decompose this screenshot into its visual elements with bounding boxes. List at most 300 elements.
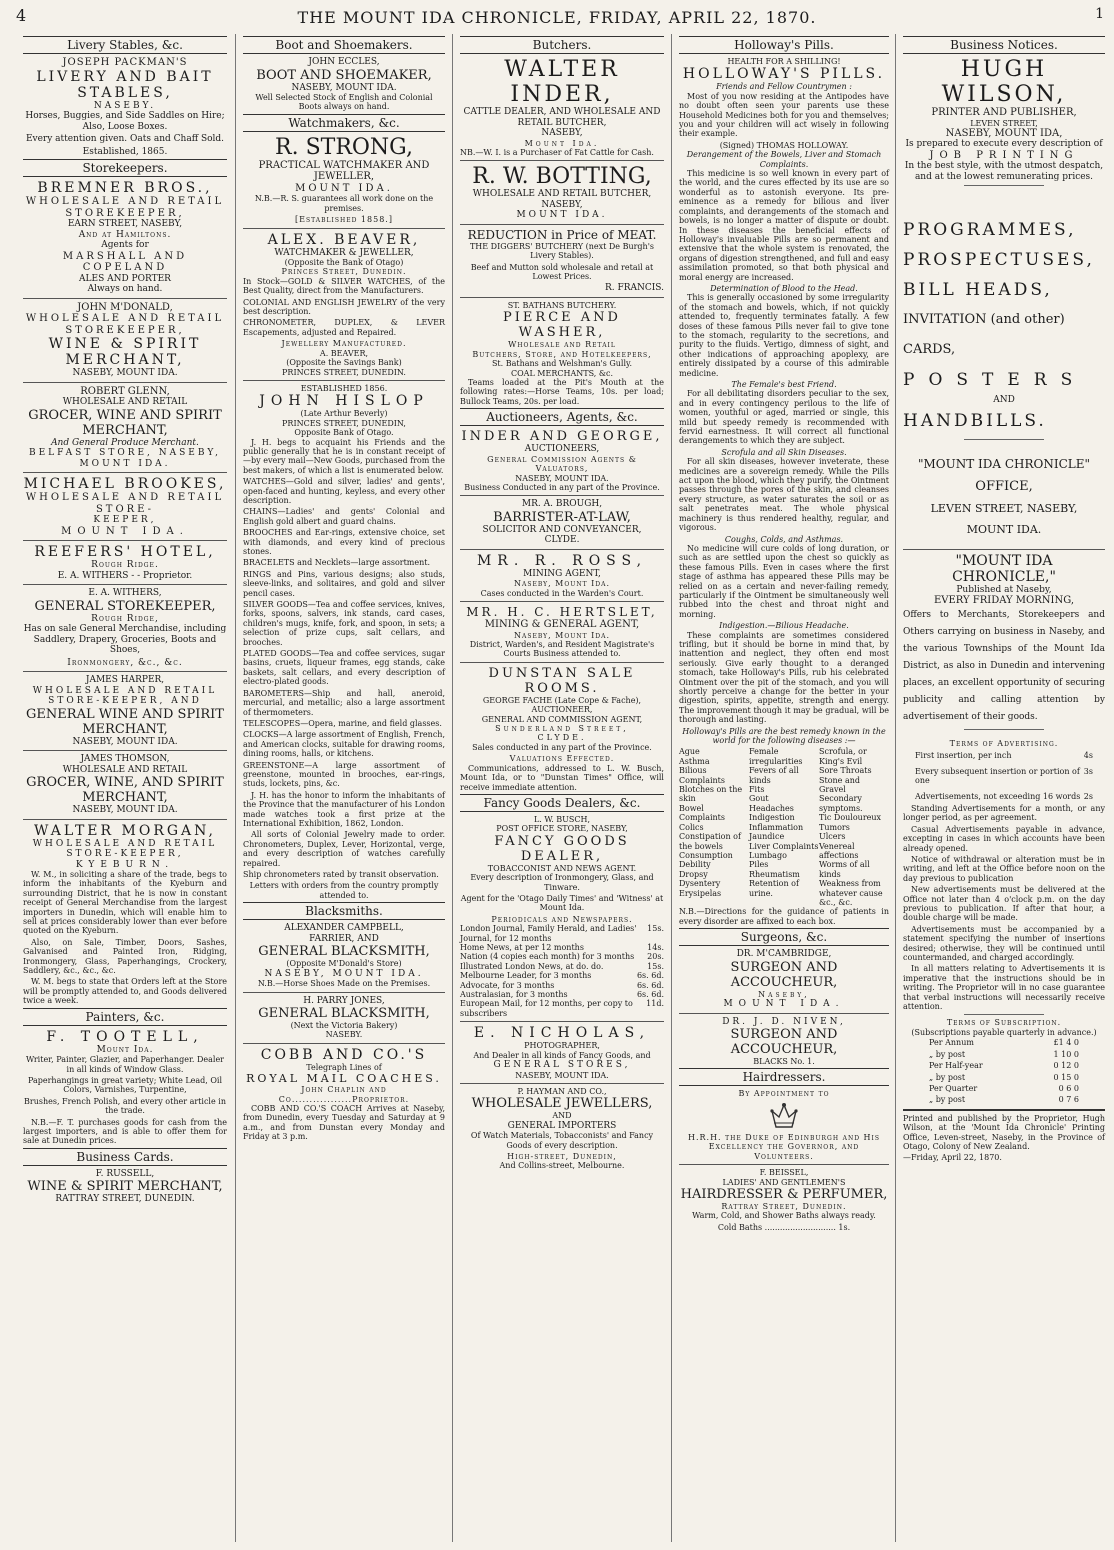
price-row: [460, 990, 664, 999]
ad-trade: WHOLESALE AND RETAIL BUTCHER,: [472, 189, 652, 200]
price-item: Melbourne Leader, for 3 months: [460, 971, 592, 981]
ad-body: For all skin diseases, however inveterate, these medicines are a sovereign remedy. While the Pills act upon the blood, which they purify, the Ointment passes through the pores of the skin, and cleanses every structure, as water saturates the soil or as salt penetrates meat. The whole physical machinery is thus rendered healthy, regular, and vigorous.: [679, 457, 889, 533]
ad-body: H.R.H. the Duke of Edinburgh and His Excellency the Governor, and Volunteers.: [687, 1132, 881, 1161]
ad-body: Telegraph Lines of: [306, 1062, 382, 1072]
rate-value: 1 10 0: [1053, 1049, 1079, 1059]
divider: [23, 584, 227, 585]
price-item: Illustrated London News, at do. do.: [460, 961, 604, 971]
rate-value: 0 6 0: [1058, 1083, 1079, 1093]
section-header: Surgeons, &c.: [679, 928, 889, 946]
price-row: [460, 981, 664, 990]
ad-body: N.B.—F. T. purchases goods for cash from the largest importers, and is able to offer them for sale at Dunedin prices.: [23, 1117, 227, 1146]
ad-town: NASEBY, MOUNT IDA.: [515, 473, 609, 483]
column-divider: [895, 34, 896, 1542]
advertiser-name: JAMES HARPER,: [85, 675, 165, 685]
ad-body: Writer, Painter, Glazier, and Paperhanger. Dealer in all kinds of Window Glass.: [25, 1055, 225, 1074]
list-item: Secondary symptoms.: [819, 794, 863, 813]
rate-item: Advertisements, not exceeding 16 words: [915, 791, 1081, 801]
hislop-item-list: [243, 477, 445, 789]
ad-body: Sales conducted in any part of the Province.: [472, 742, 652, 752]
advertiser-name: R. STRONG,: [275, 134, 413, 160]
job-item: HANDBILLS.: [903, 410, 1047, 431]
ad-street: And Collins-street, Melbourne.: [499, 1161, 625, 1171]
ad-body: ST. BATHANS BUTCHERY.: [507, 300, 617, 310]
ad-body: N.B.—Horse Shoes Made on the Premises.: [257, 979, 431, 989]
ad-street: PRINCES STREET, DUNEDIN.: [282, 367, 406, 377]
ad-trade: WHOLESALE AND RETAIL: [62, 764, 188, 775]
job-item: PROGRAMMES,: [903, 220, 1077, 241]
ad-place: St. Bathans and Welshman's Gully.: [491, 359, 633, 369]
ad-body: CHRONOMETER, DUPLEX, & LEVER Escapements, adjusted and Repaired.: [243, 318, 445, 337]
ad-body: Always on hand.: [87, 284, 163, 294]
ad-trade: WHOLESALE AND RETAIL: [62, 397, 188, 407]
ad-signature: (Signed) THOMAS HOLLOWAY.: [719, 140, 849, 150]
ad-trade: MINING & GENERAL AGENT,: [484, 619, 640, 631]
ad-trade: PRACTICAL WATCHMAKER AND JEWELLER,: [258, 159, 430, 183]
column-divider: [235, 34, 236, 1542]
ad-trade: FARRIER, AND: [309, 933, 379, 944]
rate-row: [903, 764, 1105, 789]
ad-subhead: Coughs, Colds, and Asthmas.: [724, 534, 844, 544]
ad-trade: GENERAL IMPORTERS: [507, 1120, 617, 1131]
column-1: [18, 34, 232, 1542]
ad-place: Rough Ridge,: [91, 613, 159, 624]
ad-town: NASEBY.: [325, 1030, 363, 1040]
list-item: Indigestion: [749, 813, 795, 823]
divider: [964, 185, 1045, 186]
ad-trade: Wholesale and Retail: [508, 340, 616, 350]
rate-item: Per Quarter: [929, 1083, 978, 1093]
ad-body: Periodicals and Newspapers.: [491, 914, 633, 924]
list-item: SILVER GOODS—Tea and coffee services, knives, forks, spoons, salvers, ink stands, card cases, children's mugs, knife, fork, and spoon, in sets; a selection of prize cups, salt cellars, and brooches.: [243, 600, 445, 647]
divider: [679, 1013, 889, 1014]
ad-body: (Late Arthur Beverly): [300, 409, 388, 419]
ad-trade: LADIES' AND GENTLEMEN'S: [722, 1177, 846, 1187]
ad-body: (Subscriptions payable quarterly in advance.): [911, 1027, 1097, 1037]
divider: [23, 671, 227, 672]
rate-item: Every subsequent insertion or portion of one: [915, 766, 1080, 786]
advertising-rates: [903, 748, 1105, 804]
section-header: Butchers.: [460, 36, 664, 54]
ad-body: All sorts of Colonial Jewelry made to order. Chronometers, Duplex, Lever, Horizontal, verge, and every description of watches carefully repaired.: [243, 830, 445, 868]
ad-body: Cold Baths ............................ 1s.: [717, 1222, 851, 1232]
ad-body: Paperhangings in great variety; White Lead, Oil Colors, Varnishes, Turpentine,: [27, 1076, 223, 1095]
ad-trade: TOBACCONIST AND NEWS AGENT.: [487, 863, 637, 873]
ad-body: Warm, Cold, and Shower Baths always ready.: [692, 1211, 876, 1221]
ad-title: LIVERY AND BAIT STABLES,: [36, 68, 214, 101]
list-item: Female irregularities: [749, 747, 803, 766]
list-item: Dysentery: [679, 879, 721, 889]
divider: [460, 1021, 664, 1022]
ad-trade: KEEPER,: [93, 515, 157, 525]
section-header: Fancy Goods Dealers, &c.: [460, 794, 664, 812]
ad-body: Established, 1865.: [82, 146, 168, 157]
ad-subhead: Friends and Fellow Countrymen :: [716, 82, 852, 92]
price-row: [460, 952, 664, 961]
ad-street: High-street, Dunedin,: [507, 1152, 617, 1162]
list-item: Gout: [749, 794, 769, 804]
list-item: Fits: [749, 785, 765, 795]
ad-body: Well Selected Stock of English and Colonial Boots always on hand.: [255, 93, 433, 112]
rate-row: [903, 1094, 1105, 1105]
ad-body: And at Hamiltons.: [78, 229, 172, 240]
ad-agency: MARSHALL AND COPELAND: [62, 250, 188, 273]
advertiser-name: JOSEPH PACKMAN'S: [62, 57, 188, 68]
ad-body: (Opposite M'Donald's Store): [286, 959, 402, 969]
column-divider: [452, 34, 453, 1542]
ad-body: By Appointment to: [738, 1089, 830, 1099]
divider: [460, 1083, 664, 1084]
advertiser-name: DR. M'CAMBRIDGE,: [736, 949, 832, 960]
section-header: Holloway's Pills.: [679, 36, 889, 54]
list-item: Headaches: [749, 803, 794, 813]
advertiser-name: R. W. BOTTING,: [472, 164, 652, 190]
advertiser-name: P. HAYMAN AND CO.,: [517, 1086, 607, 1096]
ad-body: Most of you now residing at the Antipodes have no doubt often seen your parents use these Household Medicines both for you and themselves; you and your children will act wisely in following their example.: [679, 91, 889, 139]
ad-subhead: Scrofula and all Skin Diseases.: [721, 447, 847, 457]
advertiser-name: JOHN M'DONALD,: [77, 301, 173, 313]
advertiser-name: H. PARRY JONES,: [303, 995, 385, 1006]
divider: [679, 1164, 889, 1165]
disease-table: [679, 747, 889, 907]
rate-row: [903, 748, 1105, 763]
ad-title: OFFICE,: [975, 478, 1033, 494]
list-item: Lumbago: [749, 850, 787, 860]
price-row: [460, 962, 664, 971]
section-header: Auctioneers, Agents, &c.: [460, 408, 664, 426]
ad-proprietor: John Chaplin and Co.................Proprietor.: [278, 1085, 410, 1104]
divider: [243, 1043, 445, 1044]
ad-trade: Butchers, Store, and Hotelkeepers,: [472, 349, 652, 359]
spacer: [903, 515, 1105, 523]
rate-item: „ by post: [929, 1072, 966, 1082]
divider: [23, 750, 227, 751]
divider: [23, 382, 227, 383]
list-item: BROOCHES and Ear-rings, extensive choice, set with diamonds, and every kind of precious stones.: [243, 528, 445, 556]
disease-column: [819, 747, 889, 907]
job-item: INVITATION (and other) CARDS,: [903, 312, 1065, 358]
ad-title: HOLLOWAY'S PILLS.: [682, 66, 886, 83]
divider: [460, 601, 664, 602]
section-header: Storekeepers.: [23, 159, 227, 177]
section-header: Painters, &c.: [23, 1008, 227, 1026]
ad-body: These complaints are sometimes considered trifling, but it should be borne in mind that, by inattention and neglect, they often end most seriously. Give early thought to a deranged stomach, take Holloway's Pills, rub his celebrated Ointment over the pit of the stomach, and you will shortly perceive a change for the better in your digestion, spirits, appetite, strength and energy. The improvement though it may be gradual, will be thorough and lasting.: [679, 630, 889, 725]
ad-place: MOUNT IDA.: [723, 999, 845, 1010]
ad-street: Princes Street, Dunedin.: [281, 267, 407, 277]
list-item: BRACELETS and Necklets—large assortment.: [243, 558, 431, 568]
ad-trade: GENERAL AND COMMISSION AGENT,: [481, 714, 643, 724]
ad-title: "MOUNT IDA CHRONICLE": [917, 456, 1091, 471]
ad-place: BLACKS No. 1.: [753, 1057, 815, 1067]
divider: [460, 160, 664, 161]
ad-street: EARN STREET, NASEBY,: [67, 219, 183, 229]
ad-body: Valuations Effected.: [509, 754, 615, 764]
advertiser-name: MR. H. C. HERTSLET,: [466, 605, 658, 620]
ad-body: Cases conducted in the Warden's Court.: [480, 588, 644, 598]
ad-title: WINE & SPIRIT MERCHANT,: [48, 336, 202, 368]
ad-body: (Next the Victoria Bakery): [290, 1021, 398, 1031]
ad-body: COBB AND CO.'S COACH Arrives at Naseby, from Dunedin, every Tuesday and Saturday at 9 a.m., and from Dunstan every Monday and Friday at 3 p.m.: [243, 1104, 445, 1142]
advertiser-name: INDER AND GEORGE,: [461, 429, 663, 445]
spacer: [903, 471, 1105, 479]
advertiser-name: L. W. BUSCH,: [533, 814, 591, 824]
divider: [23, 819, 227, 820]
advertiser-name: JOHN ECCLES,: [308, 57, 380, 67]
ad-body: Has on sale General Merchandise, including Saddlery, Drapery, Groceries, Boots and Shoes,: [23, 624, 227, 655]
ad-body: J. H. has the honor to inform the inhabitants of the Province that the manufacturer of his London made watches took a first prize at the International Exhibition, 1862, London.: [243, 790, 445, 828]
section-header: Business Notices.: [903, 36, 1105, 54]
ad-trade: MINING AGENT,: [523, 568, 601, 579]
list-item: RINGS and Pins, various designs; also studs, sleeve-links, and solitaires, and gold and silver pencil cases.: [243, 569, 445, 598]
ad-body: In the best style, with the utmost despatch, and at the lowest remunerating prices.: [904, 161, 1104, 182]
ad-subhead: Indigestion.—Bilious Headache.: [719, 621, 849, 631]
ad-street: BELFAST STORE, NASEBY, MOUNT IDA.: [29, 448, 221, 469]
advertiser-name: MICHAEL BROOKES,: [23, 476, 227, 492]
rate-row: [903, 1083, 1105, 1094]
royal-arms-icon: [762, 1101, 806, 1131]
rate-value: 4s: [1083, 751, 1093, 761]
ad-trade: WHOLESALE AND RETAIL STOREKEEPER,: [25, 196, 225, 219]
advertiser-name: BREMNER BROS.,: [37, 180, 213, 196]
ad-street: LEVEN STREET, NASEBY,: [930, 501, 1078, 515]
ad-town: NASEBY.: [93, 100, 157, 111]
advertiser-name: F. BEISSEL,: [759, 1168, 809, 1178]
page-title: THE MOUNT IDA CHRONICLE, FRIDAY, APRIL 22, 1870.: [297, 8, 817, 27]
list-item: Asthma: [679, 756, 710, 766]
advertiser-name: JOHN HISLOP: [259, 393, 429, 410]
rate-value: 2s: [1083, 791, 1093, 801]
ad-place: CLYDE.: [537, 733, 587, 743]
ad-body: No medicine will cure colds of long duration, or such as are settled upon the chest so quickly as these famous Pills. Even in cases where the first stage of asthma has appeared these Pills may be relied on as a certain and never-failing remedy, particularly if the Ointment be simultaneously well rubbed into the chest and throat night and morning.: [679, 543, 889, 619]
ad-body: ALES AND PORTER: [79, 273, 171, 284]
list-item: CLOCKS—A large assortment of English, French, and American clocks, suitable for drawing rooms, dining rooms, halls, or kitchens.: [243, 730, 445, 759]
ad-subhead: Determination of Blood to the Head.: [710, 283, 858, 293]
advertiser-name: F. TOOTELL,: [46, 1028, 204, 1045]
spacer: [903, 536, 1105, 546]
ad-body: Published at Naseby,: [956, 584, 1052, 595]
advertiser-name: REEFERS' HOTEL,: [34, 544, 216, 560]
ad-town: Naseby,: [758, 989, 810, 999]
ad-town: NASEBY, MOUNT IDA.: [72, 368, 178, 378]
ad-town: NASEBY, MOUNT IDA.: [515, 1070, 609, 1080]
price-value: 6s. 6d.: [636, 980, 664, 990]
list-item: Tumors: [819, 822, 850, 832]
ad-signature: A. BEAVER,: [319, 348, 369, 358]
ad-body: AND: [993, 395, 1015, 406]
ad-body: (Opposite the Savings Bank): [286, 358, 402, 368]
spacer: [903, 189, 1105, 215]
section-header: Blacksmiths.: [243, 902, 445, 920]
rate-item: „ by post: [929, 1095, 966, 1105]
ad-place: MOUNT IDA.: [966, 522, 1042, 536]
ad-body: Ironmongery, &c., &c.: [67, 657, 183, 668]
rate-item: First insertion, per inch: [915, 751, 1012, 761]
price-item: Nation (4 copies each month) for 3 months: [460, 952, 635, 962]
price-list: [460, 924, 664, 1018]
ad-body: Notice of withdrawal or alteration must be in writing, and left at the Office before noon on the day previous to publication: [903, 854, 1105, 883]
price-item: London Journal, Family Herald, and Ladies' Journal, for 12 months: [460, 924, 637, 943]
ad-body: Casual Advertisements payable in advance, excepting in cases in which accounts have been already opened.: [903, 824, 1105, 853]
advertiser-name: HUGH WILSON,: [941, 57, 1067, 107]
ad-subhead: The Female's best Friend.: [731, 380, 837, 389]
list-item: Tic Douloureux: [819, 813, 882, 823]
ad-body: General Commission Agents & Valuators,: [487, 454, 637, 474]
ad-title: SURGEON AND ACCOUCHEUR,: [730, 1027, 838, 1058]
ad-title: GROCER, WINE AND SPIRIT MERCHANT,: [28, 407, 222, 438]
ad-street: PRINCES STREET, DUNEDIN,: [282, 418, 406, 428]
ad-body: NB.—W. I. is a Purchaser of Fat Cattle for Cash.: [460, 147, 654, 157]
ad-town: NASEBY,: [541, 199, 583, 210]
list-item: Inflammation: [749, 822, 804, 832]
ad-trade: AUCTIONEERS,: [524, 444, 600, 455]
divider: [460, 224, 664, 225]
divider: [964, 439, 1045, 440]
ad-body: Every description of Ironmongery, Glass, and Tinware.: [470, 873, 654, 892]
ad-title: SURGEON AND ACCOUCHEUR,: [730, 959, 838, 990]
ad-body: Jewellery Manufactured.: [281, 339, 407, 349]
list-item: Bilious Complaints: [679, 766, 726, 785]
advertiser-name: ALEXANDER CAMPBELL,: [284, 923, 404, 934]
list-item: Ulcers: [819, 832, 846, 842]
list-item: Constipation of the bowels: [679, 832, 741, 851]
ad-body: Also, on Sale, Timber, Doors, Sashes, Galvanised and Painted Iron, Ridging, Ironmongery, Glass, Paperhangings, Crockery, Saddlery, &c., &c., &c.: [23, 937, 227, 976]
list-item: WATCHES—Gold and silver, ladies' and gents', open-faced and hunting, keyless, and every other description.: [243, 477, 445, 505]
rate-value: 0 12 0: [1053, 1061, 1079, 1071]
advertiser-name: E. A. WITHERS,: [88, 588, 162, 598]
list-item: Jaundice: [749, 832, 785, 842]
price-item: Home News, at per 12 months: [460, 942, 584, 952]
job-item: POSTERS: [903, 370, 1087, 391]
ad-body: And Dealer in all kinds of Fancy Goods, and: [473, 1050, 651, 1060]
corner-mark: 1: [1095, 6, 1104, 22]
ad-body: Horses, Buggies, and Side Saddles on Hire; Also, Loose Boxes.: [25, 111, 225, 132]
ad-body: J. H. begs to acquaint his Friends and the public generally that he is in constant receipt of—by every mail—New Goods, purchased from the best makers, of which a list is enumerated below.: [243, 437, 445, 475]
price-value: 6s. 6d.: [636, 990, 664, 999]
ad-proprietor: E. A. WITHERS - - Proprietor.: [57, 570, 193, 581]
section-header: Business Cards.: [23, 1148, 227, 1166]
disease-column: [749, 747, 819, 907]
ad-body: Teams loaded at the Pit's Mouth at the following rates:—Horse Teams, 10s. per load; Bullock Teams, 20s. per load.: [460, 377, 664, 406]
ad-town: Naseby, Mount Ida.: [514, 579, 610, 589]
ad-street: LEVEN STREET,: [970, 118, 1038, 128]
ad-place: Mount Ida.: [524, 138, 600, 148]
ad-body: Agents for: [101, 240, 149, 250]
section-header: Watchmakers, &c.: [243, 114, 445, 132]
ad-title: GENERAL BLACKSMITH,: [258, 1006, 430, 1022]
rate-row: [903, 1037, 1105, 1048]
price-row: [460, 971, 664, 980]
ad-trade: WHOLESALE AND RETAIL STORE-KEEPER,: [32, 838, 218, 859]
list-item: Stone and Gravel: [819, 775, 860, 795]
ad-body: Communications, addressed to L. W. Busch, Mount Ida, or to "Dunstan Times" Office, will receive immediate attention.: [460, 763, 664, 792]
ad-trade: WHOLESALE AND RETAIL STORE-KEEPER, AND: [32, 685, 218, 706]
page-number: 4: [16, 6, 27, 25]
ad-trade: WHOLESALE AND RETAIL STORE-: [25, 492, 225, 515]
ad-trade: WHOLESALE AND RETAIL STOREKEEPER,: [25, 313, 225, 336]
disease-column: [679, 747, 749, 907]
advertiser-name: ALEX. BEAVER,: [267, 231, 421, 248]
ad-body: COAL MERCHANTS, &c.: [510, 368, 613, 378]
list-item: BAROMETERS—Ship and hall, aneroid, mercurial, and metallic; also a large assortment of thermometers.: [243, 688, 445, 717]
price-value: 20s.: [647, 952, 664, 962]
ad-body: THE DIGGERS' BUTCHERY (next De Burgh's Livery Stables).: [469, 241, 655, 261]
ad-body: (Opposite the Bank of Otago): [284, 258, 404, 268]
imprint: Printed and published by the Proprietor, Hugh Wilson, at the 'Mount Ida Chronicle' Printing Office, Leven-street, Naseby, in the Province of Otago, Colony of New Zealand.: [903, 1113, 1105, 1151]
column-3: [455, 34, 669, 1542]
ad-tagline: HEALTH FOR A SHILLING!: [727, 57, 841, 66]
ad-established: [Established 1858.]: [295, 215, 393, 225]
list-item: TELESCOPES—Opera, marine, and field glasses.: [243, 718, 442, 728]
advertiser-name: WALTER INDER,: [504, 57, 620, 107]
divider: [23, 298, 227, 299]
ad-body: Standing Advertisements for a month, or any longer period, as per agreement.: [903, 803, 1105, 823]
ad-body: Advertisements must be accompanied by a statement specifying the number of insertions desired; otherwise, they will be continued until countermanded, and charged accordingly.: [903, 924, 1105, 963]
column-4: [674, 34, 894, 1542]
ad-place: MOUNT IDA.: [516, 210, 608, 221]
list-item: Venereal affections: [819, 841, 859, 860]
price-value: 6s. 6d.: [636, 971, 664, 981]
ad-subhead: Holloway's Pills are the best remedy known in the world for the following diseases :—: [682, 726, 886, 746]
list-item: Retention of urine.: [749, 879, 799, 898]
ad-town: Naseby, Mount Ida.: [514, 630, 610, 640]
divider: [243, 992, 445, 993]
ad-body: Agent for the 'Otago Daily Times' and 'Witness' at Mount Ida.: [460, 893, 664, 913]
price-row: [460, 999, 664, 1018]
ad-title: "MOUNT IDA CHRONICLE,": [952, 552, 1056, 585]
ad-title: WHOLESALE JEWELLERS,: [471, 1096, 653, 1112]
ad-body: District, Warden's, and Resident Magistrate's Courts Business attended to.: [469, 640, 655, 659]
ad-body: This medicine is so well known in every part of the world, and the cures effected by its use are so wonderful as to astonish everyone. Its pre-eminence as a remedy for bilious and liver complaints, and derangements of the stomach and bowels, is no longer a matter of dispute or doubt. In these diseases the beneficial effects of Holloway's invaluable Pills are so permanent and extensive that the whole system is renovated, the organs of digestion strengthened, and full and easy assimilation promoted, so that both physical and moral energy are increased.: [679, 169, 889, 282]
section-header: Boot and Shoemakers.: [243, 36, 445, 54]
spacer: [903, 443, 1105, 457]
ad-body: Of Watch Materials, Tobacconists' and Fancy Goods of every description.: [470, 1131, 654, 1150]
section-header: Livery Stables, &c.: [23, 36, 227, 54]
list-item: Bowel Complaints: [679, 803, 726, 823]
subscription-rates: [903, 1037, 1105, 1105]
price-value: 14s.: [647, 942, 664, 952]
ad-town: NASEBY, MOUNT IDA.: [72, 805, 178, 815]
ad-body: AND: [552, 1111, 572, 1121]
ad-body: Business Conducted in any part of the Province.: [464, 482, 660, 492]
list-item: Erysipelas: [679, 888, 722, 898]
advertiser-name: COBB AND CO.'S: [260, 1046, 428, 1063]
ad-body: Offers to Merchants, Storekeepers and Others carrying on business in Naseby, and the various Townships of the Mount Ida District, as also in Dunedin and intervening places, an excellent opportunity of securing publicity and calling attention by advertisement of their goods.: [903, 609, 1105, 722]
ad-town: NASEBY, MOUNT IDA.: [291, 82, 397, 93]
advertiser-name: ROBERT GLENN,: [80, 385, 170, 397]
price-row: [460, 943, 664, 952]
ad-town: Mount Ida.: [96, 1044, 154, 1055]
ad-body: Every attention given. Oats and Chaff Sold.: [25, 134, 225, 144]
price-value: 15s.: [647, 924, 664, 934]
rate-row: [903, 789, 1105, 804]
rate-value: 0 7 6: [1058, 1095, 1079, 1105]
ad-body: N.B.—Directions for the guidance of patients in every disorder are affixed to each box.: [679, 907, 889, 926]
list-item: PLATED GOODS—Tea and coffee services, sugar basins, cruets, liqueur frames, egg stands, cake baskets, salt cellars, and every description of electro-plated goods.: [243, 649, 445, 687]
ad-subhead: Derangement of the Bowels, Liver and Stomach Complaints.: [686, 150, 882, 169]
divider: [903, 549, 1105, 550]
divider: [460, 549, 664, 550]
ad-body: W. M. begs to state that Orders left at the Store will be promptly attended to, and Goods delivered twice a week.: [23, 977, 227, 1006]
advertiser-name: WALTER MORGAN,: [34, 822, 216, 839]
masthead: [0, 0, 1114, 34]
ad-town: MOUNT IDA.: [61, 525, 189, 537]
price-item: Advocate, for 3 months: [460, 980, 555, 990]
list-item: Blotches on the skin: [679, 785, 743, 804]
list-item: Rheumatism: [749, 869, 800, 879]
ad-street: RATTRAY STREET, DUNEDIN.: [55, 1194, 195, 1205]
list-item: Piles: [749, 860, 769, 870]
price-row: [460, 924, 664, 943]
